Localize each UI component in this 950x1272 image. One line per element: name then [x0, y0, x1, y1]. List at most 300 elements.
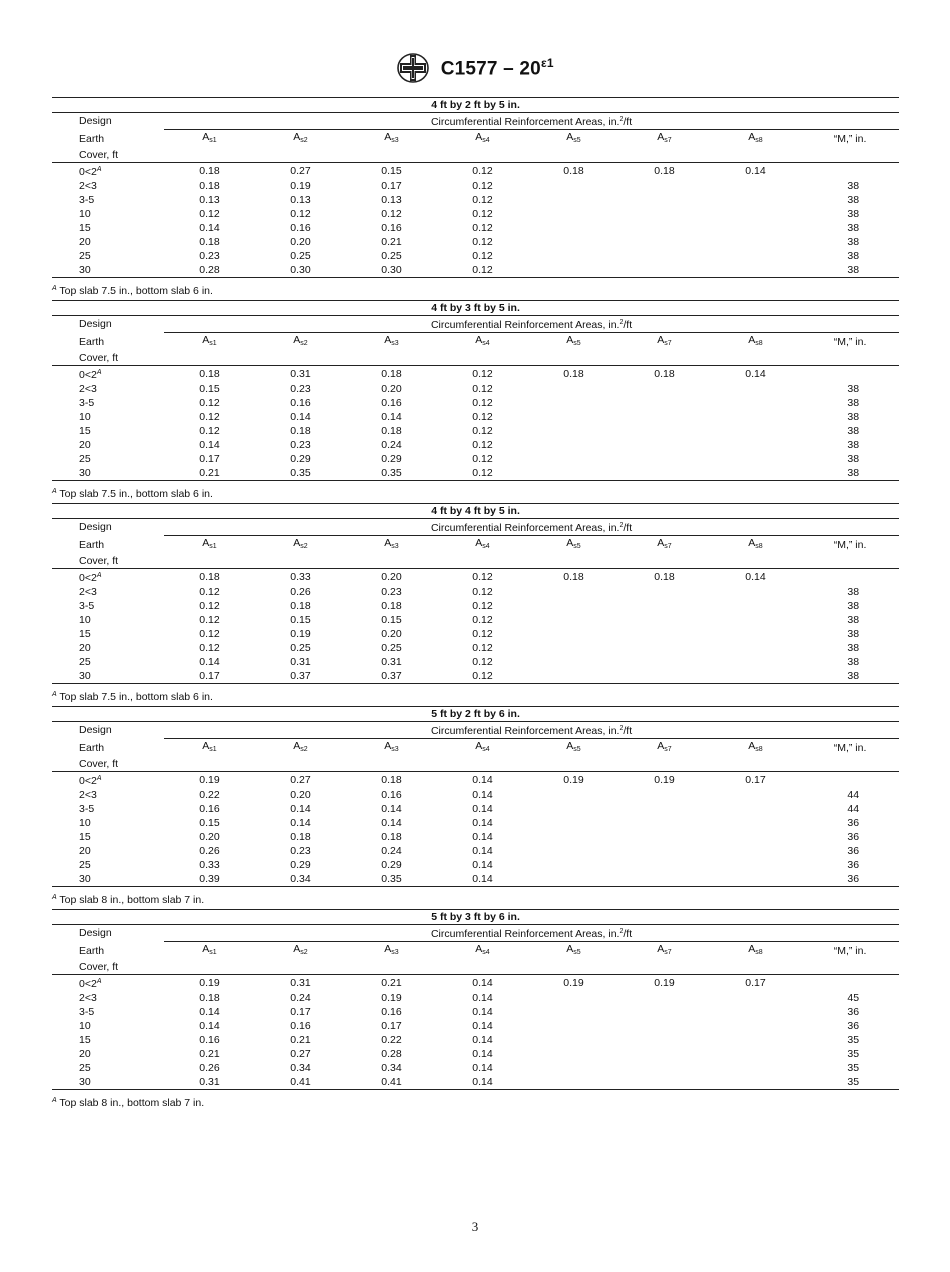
table-row: [52, 410, 899, 424]
value-cell: 0.14: [199, 1006, 220, 1018]
reinforcement-table: [52, 503, 899, 684]
value-cell: 0.12: [472, 453, 493, 465]
empty-cell: [346, 960, 437, 975]
document-code: $C1577 - 20^{\varepsilon 1}$: [440, 55, 554, 80]
empty-cell: [437, 554, 528, 569]
value-cell: [528, 844, 619, 858]
value-cell: 0.23: [290, 439, 311, 451]
cover-cell: 3-5: [79, 1006, 95, 1018]
value-cell: 0.14: [199, 1020, 220, 1032]
value-cell: 0.14: [381, 803, 402, 815]
cover-cell: 10: [79, 1020, 91, 1032]
table-row: [52, 249, 899, 263]
value-cell: 0.16: [381, 789, 402, 801]
cover-cell: 10: [79, 208, 91, 220]
area-column-heading: $A_{s5}$: [566, 334, 581, 347]
cover-cell: 15: [79, 1034, 91, 1046]
table-row: [52, 1005, 899, 1019]
cover-cell: 2<3: [79, 586, 97, 598]
area-subscript: s4: [482, 746, 490, 753]
unit-superscript: 2: [619, 319, 624, 326]
area-subscript: s8: [755, 949, 763, 956]
value-cell: [619, 1047, 710, 1061]
value-cell: [710, 655, 801, 669]
value-cell: [710, 396, 801, 410]
m-column-heading: “M,” in.: [833, 945, 867, 957]
area-column-heading: $A_{s2}$: [293, 740, 308, 753]
table-row: [52, 772, 899, 789]
area-subscript: s2: [300, 137, 308, 144]
empty-cell: [710, 554, 801, 569]
cover-cell: 20: [79, 845, 91, 857]
earth-label: Earth: [79, 335, 105, 348]
value-cell: [619, 1033, 710, 1047]
table-title: 4 ft by 4 ft by 5 in.: [52, 504, 899, 519]
value-cell: [619, 655, 710, 669]
value-cell: [619, 1005, 710, 1019]
header-row: [52, 554, 899, 569]
value-cell: 0.21: [290, 1034, 311, 1046]
cover-cell: 30: [52, 263, 164, 278]
value-cell: [528, 669, 619, 684]
value-cell: 0.17: [381, 1020, 402, 1032]
table-row: [52, 193, 899, 207]
empty-cell: [164, 351, 255, 366]
empty-cell: [528, 960, 619, 975]
area-subscript: s1: [209, 543, 217, 550]
value-cell: 0.31: [290, 977, 311, 989]
area-column-heading: $A_{s5}$: [566, 537, 581, 550]
header-row: [52, 739, 899, 758]
value-cell: 0.20: [381, 383, 402, 395]
cover-cell: 30: [52, 466, 164, 481]
cover-cell: 30: [52, 1075, 164, 1090]
value-cell: 0.17: [199, 453, 220, 465]
value-cell: 0.14: [472, 1006, 493, 1018]
value-cell: [528, 466, 619, 481]
value-cell: 0.27: [290, 165, 311, 177]
value-cell: 0.14: [199, 222, 220, 234]
area-column-heading: $A_{s2}$: [293, 943, 308, 956]
value-cell: 0.35: [255, 466, 346, 481]
value-cell: 0.17: [745, 977, 766, 989]
m-cell: 44: [847, 789, 860, 801]
astm-logo-icon: [396, 52, 430, 84]
header-row: [52, 536, 899, 555]
m-column-heading: “M,” in.: [833, 539, 867, 551]
area-subscript: s7: [664, 746, 672, 753]
value-cell: [619, 249, 710, 263]
value-cell: [710, 1047, 801, 1061]
m-cell: 35: [801, 1075, 899, 1090]
header-row: [52, 130, 899, 149]
empty-cell: [164, 554, 255, 569]
value-cell: [710, 410, 801, 424]
cover-cell: 25: [79, 656, 91, 668]
cover-cell: 3-5: [79, 803, 95, 815]
design-label: Design: [79, 521, 112, 534]
value-cell: 0.19: [563, 774, 584, 786]
value-cell: [710, 788, 801, 802]
value-cell: [619, 235, 710, 249]
table-row: [52, 569, 899, 586]
value-cell: 0.12: [472, 600, 493, 612]
empty-cell: [619, 148, 710, 163]
m-cell: 38: [847, 397, 860, 409]
value-cell: 0.13: [381, 194, 402, 206]
table-row: [52, 438, 899, 452]
table-title-row: [52, 504, 899, 519]
area-column-heading: $A_{s8}$: [748, 943, 763, 956]
page-header: [0, 52, 950, 86]
cover-cell: 30: [52, 872, 164, 887]
reinforcement-table: [52, 97, 899, 278]
table-block: [52, 909, 899, 1112]
table-footnote: $^A$ Top slab 7.5 in., bottom slab 6 in.: [52, 285, 213, 297]
area-column-heading: $A_{s8}$: [748, 334, 763, 347]
table-row: [52, 655, 899, 669]
value-cell: [619, 669, 710, 684]
m-column-heading: “M,” in.: [833, 133, 867, 145]
area-subscript: s7: [664, 137, 672, 144]
table-row: [52, 788, 899, 802]
table-row: [52, 466, 899, 481]
area-subscript: s1: [209, 949, 217, 956]
area-column-heading: $A_{s2}$: [293, 537, 308, 550]
m-cell: 38: [801, 263, 899, 278]
value-cell: [619, 424, 710, 438]
value-cell: 0.12: [472, 383, 493, 395]
header-row: [52, 333, 899, 352]
page-number: 3: [471, 1219, 479, 1234]
value-cell: 0.14: [472, 774, 493, 786]
m-cell: 35: [847, 1048, 860, 1060]
table-row: [52, 179, 899, 193]
value-cell: 0.22: [381, 1034, 402, 1046]
value-cell: [710, 193, 801, 207]
area-subscript: s3: [391, 543, 399, 550]
value-cell: 0.28: [381, 1048, 402, 1060]
value-cell: [528, 991, 619, 1005]
area-subscript: s8: [755, 340, 763, 347]
value-cell: 0.19: [199, 774, 220, 786]
value-cell: 0.19: [199, 977, 220, 989]
value-cell: 0.12: [472, 656, 493, 668]
table-row: [52, 669, 899, 684]
area-column-heading: $A_{s8}$: [748, 740, 763, 753]
area-subscript: s4: [482, 949, 490, 956]
value-cell: [619, 802, 710, 816]
earth-label: Earth: [79, 944, 105, 957]
table-row: [52, 221, 899, 235]
table-row: [52, 1075, 899, 1090]
table-title-row: [52, 910, 899, 925]
empty-cell: [801, 960, 899, 975]
value-cell: 0.15: [199, 817, 220, 829]
value-cell: [619, 263, 710, 278]
value-cell: 0.13: [199, 194, 220, 206]
empty-cell: [528, 757, 619, 772]
empty-cell: [528, 554, 619, 569]
value-cell: 0.12: [472, 586, 493, 598]
value-cell: 0.29: [381, 859, 402, 871]
value-cell: 0.18: [290, 425, 311, 437]
unit-superscript: 2: [619, 116, 624, 123]
value-cell: [528, 788, 619, 802]
value-cell: 0.28: [164, 263, 255, 278]
header-row: [52, 351, 899, 366]
value-cell: 0.16: [290, 397, 311, 409]
table-row: [52, 858, 899, 872]
value-cell: 0.12: [472, 236, 493, 248]
empty-cell: [255, 960, 346, 975]
table-title-row: [52, 98, 899, 113]
value-cell: 0.25: [381, 642, 402, 654]
value-cell: 0.27: [290, 1048, 311, 1060]
value-cell: [710, 1005, 801, 1019]
table-footnote: $^A$ Top slab 7.5 in., bottom slab 6 in.: [52, 691, 213, 703]
value-cell: 0.18: [381, 774, 402, 786]
table-title-row: [52, 301, 899, 316]
footnote-marker: A: [96, 369, 102, 376]
table-row: [52, 424, 899, 438]
empty-cell: [164, 148, 255, 163]
m-column-heading: “M,” in.: [833, 336, 867, 348]
value-cell: [528, 613, 619, 627]
table-row: [52, 1019, 899, 1033]
value-cell: [710, 466, 801, 481]
value-cell: 0.12: [199, 411, 220, 423]
footnote-marker: A: [52, 488, 57, 495]
value-cell: [528, 802, 619, 816]
value-cell: [710, 613, 801, 627]
header-row: [52, 942, 899, 961]
reinforcement-table: [52, 909, 899, 1090]
m-cell: 38: [801, 466, 899, 481]
value-cell: [528, 424, 619, 438]
cover-cell: 25: [79, 1062, 91, 1074]
area-column-heading: $A_{s3}$: [384, 334, 399, 347]
value-cell: 0.37: [346, 669, 437, 684]
value-cell: 0.15: [381, 614, 402, 626]
header-row: [52, 316, 899, 333]
header-row: [52, 960, 899, 975]
empty-cell: [710, 757, 801, 772]
value-cell: 0.14: [437, 872, 528, 887]
value-cell: 0.20: [290, 236, 311, 248]
m-cell: 38: [847, 439, 860, 451]
cover-cell: 30: [52, 669, 164, 684]
value-cell: 0.14: [290, 817, 311, 829]
m-cell: 38: [847, 614, 860, 626]
area-subscript: s5: [573, 543, 581, 550]
value-cell: [528, 1047, 619, 1061]
m-cell: [801, 975, 899, 992]
earth-label: Earth: [79, 741, 105, 754]
value-cell: [619, 872, 710, 887]
table-title: 4 ft by 3 ft by 5 in.: [52, 301, 899, 316]
value-cell: [710, 991, 801, 1005]
table-row: [52, 396, 899, 410]
value-cell: [619, 1075, 710, 1090]
header-row: [52, 519, 899, 536]
empty-cell: [801, 554, 899, 569]
table-row: [52, 1061, 899, 1075]
design-label: Design: [79, 318, 112, 331]
value-cell: 0.25: [290, 642, 311, 654]
value-cell: 0.19: [654, 977, 675, 989]
value-cell: 0.24: [290, 992, 311, 1004]
value-cell: [710, 1033, 801, 1047]
value-cell: 0.18: [199, 992, 220, 1004]
value-cell: [619, 788, 710, 802]
cover-cell: 15: [79, 831, 91, 843]
area-column-heading: $A_{s8}$: [748, 131, 763, 144]
empty-cell: [619, 351, 710, 366]
area-subscript: s5: [573, 746, 581, 753]
area-subscript: s7: [664, 543, 672, 550]
value-cell: [710, 872, 801, 887]
area-column-heading: $A_{s7}$: [657, 334, 672, 347]
area-column-heading: $A_{s1}$: [202, 131, 217, 144]
m-cell: [801, 163, 899, 180]
empty-cell: [437, 757, 528, 772]
footnote-marker: A: [52, 1097, 57, 1104]
value-cell: 0.12: [472, 425, 493, 437]
value-cell: [528, 263, 619, 278]
value-cell: 0.18: [290, 600, 311, 612]
value-cell: [619, 991, 710, 1005]
value-cell: 0.12: [472, 208, 493, 220]
m-cell: 38: [801, 669, 899, 684]
area-column-heading: $A_{s3}$: [384, 740, 399, 753]
m-cell: 38: [847, 628, 860, 640]
value-cell: 0.14: [745, 368, 766, 380]
value-cell: 0.17: [290, 1006, 311, 1018]
value-cell: 0.12: [437, 669, 528, 684]
value-cell: 0.26: [199, 1062, 220, 1074]
cover-cell: 25: [79, 453, 91, 465]
design-label: Design: [79, 927, 112, 940]
table-row: [52, 366, 899, 383]
value-cell: 0.35: [346, 466, 437, 481]
table-row: [52, 872, 899, 887]
value-cell: 0.18: [199, 180, 220, 192]
unit-superscript: 2: [619, 522, 624, 529]
header-row: [52, 925, 899, 942]
m-cell: 38: [847, 222, 860, 234]
table-title: 5 ft by 2 ft by 6 in.: [52, 707, 899, 722]
value-cell: 0.12: [437, 466, 528, 481]
area-column-heading: $A_{s5}$: [566, 943, 581, 956]
value-cell: 0.12: [472, 642, 493, 654]
value-cell: 0.23: [290, 383, 311, 395]
value-cell: 0.20: [381, 571, 402, 583]
value-cell: 0.14: [472, 859, 493, 871]
table-row: [52, 991, 899, 1005]
cover-cell: 3-5: [79, 600, 95, 612]
circumferential-heading: Circumferential Reinforcement Areas, in.$^2$/ft: [164, 722, 899, 739]
area-column-heading: $A_{s1}$: [202, 740, 217, 753]
m-cell: [801, 772, 899, 789]
value-cell: [528, 410, 619, 424]
m-cell: 36: [847, 1020, 860, 1032]
value-cell: 0.12: [199, 600, 220, 612]
value-cell: [619, 193, 710, 207]
value-cell: 0.23: [199, 250, 220, 262]
area-column-heading: $A_{s5}$: [566, 740, 581, 753]
value-cell: [619, 438, 710, 452]
value-cell: 0.22: [199, 789, 220, 801]
value-cell: [710, 1019, 801, 1033]
value-cell: [619, 613, 710, 627]
value-cell: 0.18: [381, 425, 402, 437]
cover-cell: 20: [79, 642, 91, 654]
area-column-heading: $A_{s4}$: [475, 537, 490, 550]
value-cell: [528, 816, 619, 830]
value-cell: 0.26: [290, 586, 311, 598]
value-cell: 0.21: [199, 1048, 220, 1060]
value-cell: [619, 858, 710, 872]
value-cell: 0.17: [164, 669, 255, 684]
empty-cell: [619, 554, 710, 569]
area-column-heading: $A_{s3}$: [384, 537, 399, 550]
area-column-heading: $A_{s7}$: [657, 131, 672, 144]
value-cell: 0.12: [437, 263, 528, 278]
value-cell: 0.12: [290, 208, 311, 220]
value-cell: [619, 627, 710, 641]
value-cell: 0.29: [290, 859, 311, 871]
area-subscript: s5: [573, 340, 581, 347]
value-cell: 0.18: [199, 165, 220, 177]
cover-cell: 25: [79, 250, 91, 262]
value-cell: [619, 641, 710, 655]
empty-cell: [528, 148, 619, 163]
value-cell: [710, 221, 801, 235]
cover-cell: 2<3: [79, 180, 97, 192]
cover-label: Cover, ft: [52, 351, 164, 366]
value-cell: [619, 396, 710, 410]
value-cell: [710, 382, 801, 396]
empty-cell: [346, 351, 437, 366]
value-cell: 0.18: [654, 571, 675, 583]
m-cell: 38: [847, 236, 860, 248]
value-cell: [528, 872, 619, 887]
value-cell: [528, 249, 619, 263]
value-cell: [710, 858, 801, 872]
table-row: [52, 263, 899, 278]
table-block: [52, 503, 899, 706]
value-cell: [710, 599, 801, 613]
value-cell: [710, 207, 801, 221]
value-cell: 0.30: [346, 263, 437, 278]
area-subscript: s5: [573, 137, 581, 144]
reinforcement-table: [52, 706, 899, 887]
area-column-heading: $A_{s7}$: [657, 537, 672, 550]
value-cell: 0.18: [654, 165, 675, 177]
value-cell: [619, 599, 710, 613]
value-cell: [619, 585, 710, 599]
area-subscript: s8: [755, 746, 763, 753]
table-footnote: $^A$ Top slab 8 in., bottom slab 7 in.: [52, 894, 205, 906]
value-cell: [710, 802, 801, 816]
value-cell: 0.13: [290, 194, 311, 206]
table-footnote: $^A$ Top slab 8 in., bottom slab 7 in.: [52, 1097, 205, 1109]
value-cell: 0.18: [199, 368, 220, 380]
value-cell: 0.12: [199, 397, 220, 409]
empty-cell: [619, 960, 710, 975]
table-row: [52, 452, 899, 466]
